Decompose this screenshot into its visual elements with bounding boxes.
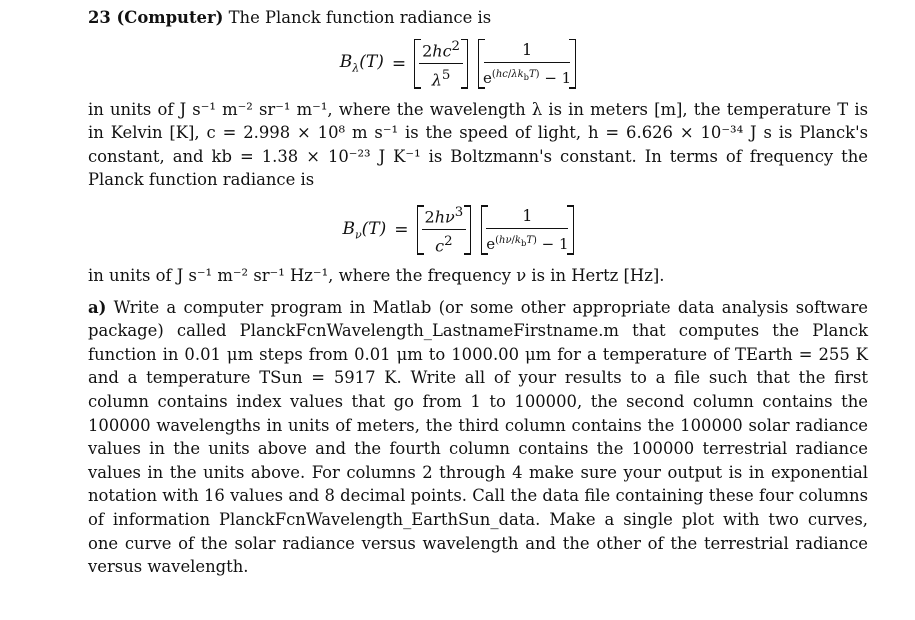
eq1-den1: $\lambda^5$ xyxy=(431,68,451,90)
part-a-text: Write a computer program in Matlab (or some other appropriate data analysis software package) called PlanckFcnWavelength_LastnameFirstname.m that computes the Planck function in 0.01 μm steps from 0.01 μm to 1000.00 μm for a temperature of TEarth = 255 K and a temperature TSun = 5917 K. Write all of your results to a file such that the first column contains index values that go from 1 to 100000, the second column contains the 100000 wavelengths in units of meters, the third column contains the 100000 solar radiance values in the units above and the fourth column contains the 100000 terrestrial radiance values in the units above. For columns 2 through 4 make sure your output is in exponential notation with 16 values and 8 decimal points. Call the data file containing these four columns of information PlanckFcnWavelength_EarthSun_data. Make a single plot with two curves, one curve of the solar radiance versus wavelength and the other of the terrestrial radiance versus wavelength. xyxy=(88,297,869,577)
eq1-num1: $2hc^2$ xyxy=(419,37,463,64)
frequency-units-paragraph: in units of J s⁻¹ m⁻² sr⁻¹ Hz⁻¹, where the frequency ν is in Hertz [Hz]. xyxy=(88,265,665,285)
eq2-bracket-2 xyxy=(481,205,573,255)
eq2-bracket-1 xyxy=(417,205,472,255)
eq1-bracket-2 xyxy=(478,39,576,89)
eq1-den2: $e^{(hc/\lambda k_bT)} - 1$ xyxy=(483,68,572,87)
frequency-equation xyxy=(48,196,868,264)
eq2-equals: = xyxy=(394,219,409,240)
eq1-lhs: $B_\lambda(T)$ xyxy=(339,52,384,75)
eq2-fraction-2 xyxy=(486,206,568,254)
eq2-den2: $e^{(h\nu/k_bT)} - 1$ xyxy=(486,234,569,253)
problem-page xyxy=(88,6,868,579)
eq1-num2: 1 xyxy=(484,40,570,63)
problem-number: 23 (Computer) xyxy=(88,8,224,27)
part-a-paragraph xyxy=(88,296,868,579)
eq2-num1: $2h\nu^3$ xyxy=(422,203,467,230)
eq2-den1: $c^2$ xyxy=(435,234,453,256)
eq2-lhs: $B_\nu(T)$ xyxy=(342,218,387,242)
intro-text: The Planck function radiance is xyxy=(228,8,492,27)
eq2-num2: 1 xyxy=(486,206,568,229)
problem-intro xyxy=(88,6,868,30)
eq1-bracket-1 xyxy=(414,39,468,89)
wavelength-equation xyxy=(48,30,868,98)
eq1-fraction-1 xyxy=(419,37,463,91)
eq1-fraction-2 xyxy=(483,40,571,88)
part-a-label: a) xyxy=(88,297,107,317)
eq1-equals: = xyxy=(391,53,407,74)
units-paragraph: in units of J s⁻¹ m⁻² sr⁻¹ m⁻¹, where the wavelength λ is in meters [m], the temperature T is in Kelvin [K], c = 2.998 × 10⁸ m s⁻¹ is the speed of light, h = 6.626 × 10⁻³⁴ J s is Planck's constant, and kb = 1.38 × 10⁻²³ J K⁻¹ is Boltzmann's constant. In terms of frequency the Planck function radiance is xyxy=(88,99,868,190)
eq2-fraction-1 xyxy=(422,203,467,257)
